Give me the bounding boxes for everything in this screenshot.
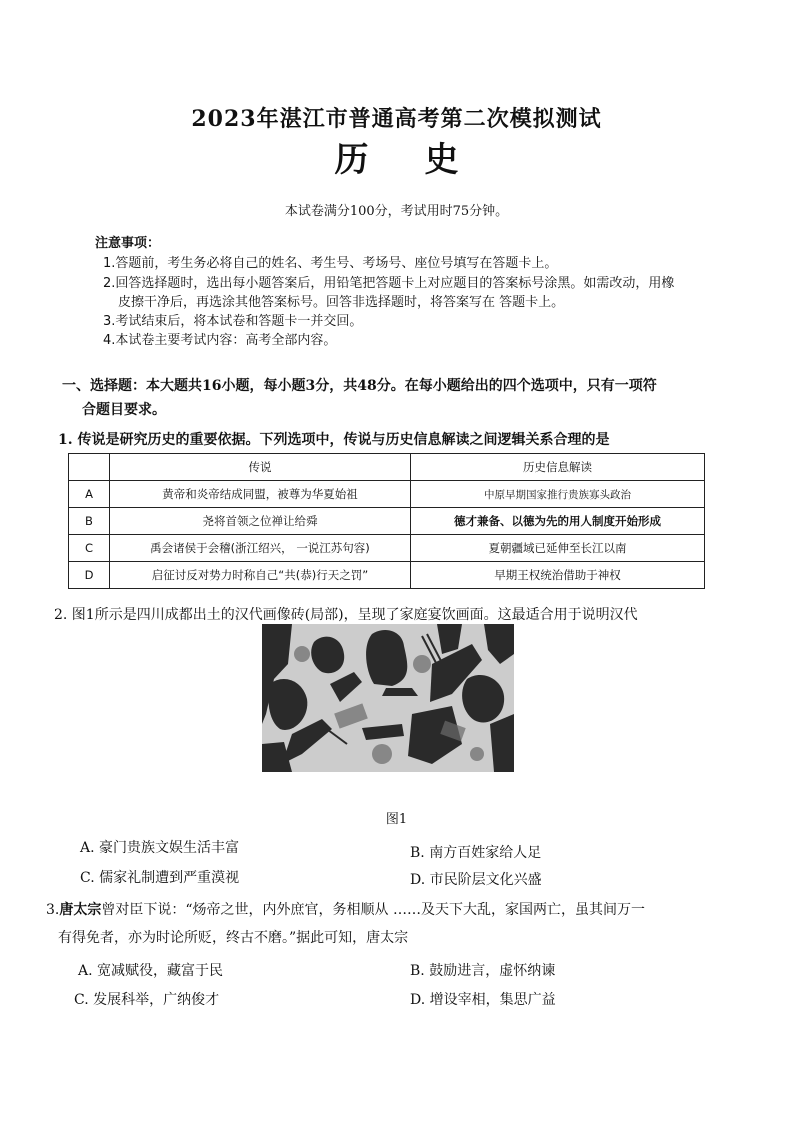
q2-option-b[interactable]: B. 南方百姓家给人足	[410, 845, 542, 861]
subject-char-1: 历	[334, 140, 369, 180]
table-header-cell: 历史信息解读	[411, 454, 705, 481]
table-cell: B	[69, 508, 110, 535]
subject-title	[0, 132, 793, 181]
table-header-cell: 传说	[110, 454, 411, 481]
q2-option-c[interactable]: C. 儒家礼制遭到严重漠视	[80, 870, 240, 886]
question-2-stem: 2. 图1所示是四川成都出土的汉代画像砖(局部)，呈现了家庭宴饮画面。这最适合用于说明汉代	[54, 607, 638, 623]
exam-intro: 本试卷满分100分，考试用时75分钟。	[284, 204, 509, 219]
question-3-stem-text: 曾对臣下说：“炀帝之世，内外庶官，务相顺从 ……及天下大乱，家国两亡，虽其间万一	[101, 902, 645, 918]
subject-char-2: 史	[424, 140, 459, 180]
table-header-row	[69, 454, 705, 481]
table-row	[69, 508, 705, 535]
figure-caption: 图1	[385, 812, 408, 827]
q3-option-a[interactable]: A. 宽减赋役，藏富于民	[78, 963, 224, 979]
note-item: 3.考试结束后，将本试卷和答题卡一并交回。	[103, 314, 363, 329]
exam-title: 2023年湛江市普通高考第二次模拟测试	[191, 106, 602, 132]
table-cell: 禹会诸侯于会稽(浙江绍兴， 一说江苏句容)	[110, 535, 411, 562]
note-item: 4.本试卷主要考试内容：高考全部内容。	[103, 333, 337, 348]
table-cell: 黄帝和炎帝结成同盟，被尊为华夏始祖	[110, 481, 411, 508]
note-item: 1.答题前，考生务必将自己的姓名、考生号、考场号、座位号填写在答题卡上。	[103, 256, 558, 271]
question-1-table	[68, 453, 705, 589]
table-cell: 夏朝疆域已延伸至长江以南	[411, 535, 705, 562]
note-item: 皮擦干净后，再选涂其他答案标号。回答非选择题时，将答案写在 答题卡上。	[118, 295, 565, 310]
question-3-stem-line2: 有得免者，亦为时论所贬，终古不磨。”据此可知，唐太宗	[58, 930, 409, 946]
q2-option-a[interactable]: A. 豪门贵族文娱生活丰富	[80, 840, 240, 856]
table-cell: 德才兼备、以德为先的用人制度开始形成	[411, 508, 705, 535]
table-cell: C	[69, 535, 110, 562]
q3-option-b[interactable]: B. 鼓励进言，虚怀纳谏	[410, 963, 556, 979]
table-header-cell	[69, 454, 110, 481]
table-cell: 早期王权统治借助于神权	[411, 562, 705, 589]
question-3-stem	[46, 899, 645, 919]
table-cell: 启征讨反对势力时称自己“共(恭)行天之罚”	[110, 562, 411, 589]
question-3-subject: 唐太宗	[59, 902, 102, 918]
han-brick-relief-image	[262, 624, 514, 772]
question-3-number: 3.	[46, 902, 60, 918]
section-heading: 一、选择题：本大题共16小题，每小题3分，共48分。在每小题给出的四个选项中，只有一项符	[62, 378, 657, 394]
table-cell: 尧将首领之位禅让给舜	[110, 508, 411, 535]
table-cell: 中原早期国家推行贵族寡头政治	[411, 481, 705, 508]
table-row	[69, 481, 705, 508]
q3-option-d[interactable]: D. 增设宰相，集思广益	[410, 992, 556, 1008]
table-cell: D	[69, 562, 110, 589]
table-row	[69, 535, 705, 562]
notes-heading: 注意事项：	[95, 236, 161, 251]
table-cell: A	[69, 481, 110, 508]
question-1-stem: 1. 传说是研究历史的重要依据。下列选项中，传说与历史信息解读之间逻辑关系合理的是	[58, 432, 610, 448]
q3-option-c[interactable]: C. 发展科举，广纳俊才	[74, 992, 220, 1008]
section-heading-cont: 合题目要求。	[82, 402, 166, 418]
note-item: 2.回答选择题时，选出每小题答案后，用铅笔把答题卡上对应题目的答案标号涂黑。如需改动，用橡	[103, 276, 675, 291]
table-row	[69, 562, 705, 589]
q2-option-d[interactable]: D. 市民阶层文化兴盛	[410, 872, 542, 888]
